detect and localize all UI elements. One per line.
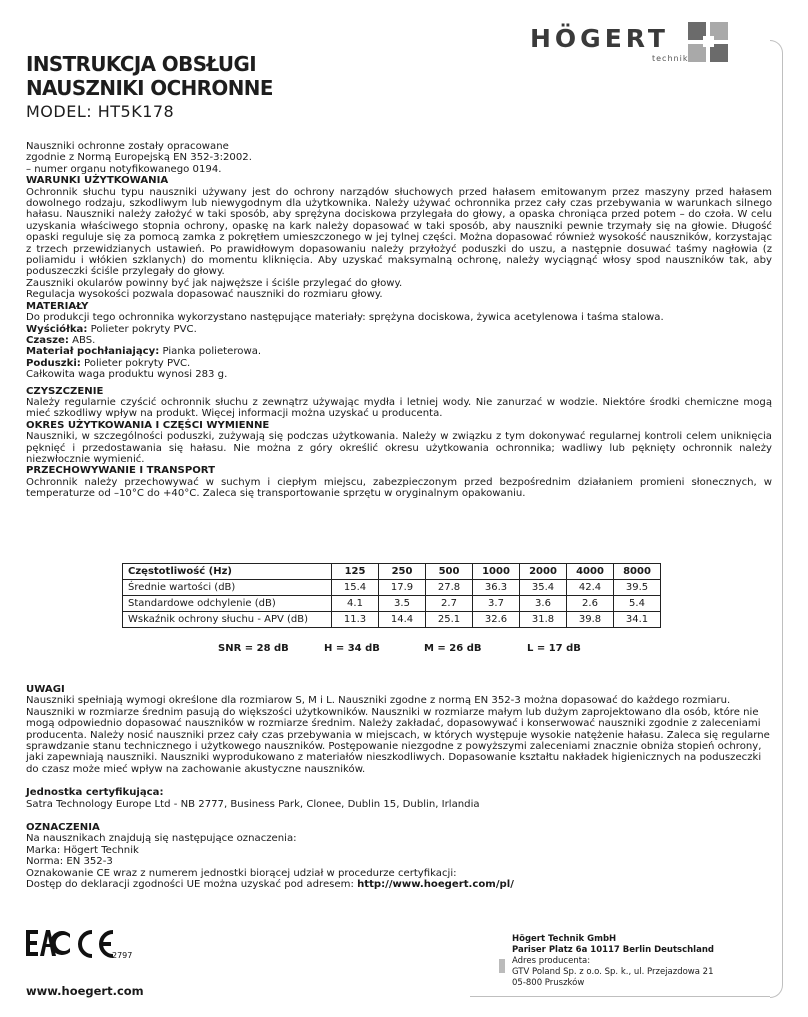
table-cell: 11.3: [332, 612, 379, 628]
material-value: ABS.: [68, 334, 96, 346]
producer-city: 05-800 Pruszków: [512, 978, 585, 988]
material-label: Wyściółka:: [26, 323, 88, 335]
material-item: [26, 346, 772, 357]
section-text-line: Zauszniki okularów powinny być jak najwęższe i ściśle przylegać do głowy.: [26, 277, 403, 289]
table-cell: 3.7: [473, 596, 520, 612]
brand-mark-icon: [686, 18, 732, 64]
material-item: [26, 335, 772, 346]
material-label: Czasze:: [26, 334, 69, 346]
table-cell: 32.6: [473, 612, 520, 628]
table-cell: Standardowe odchylenie (dB): [123, 596, 332, 612]
model-label: MODEL: HT5K178: [26, 102, 175, 121]
material-label: Materiał pochłaniający:: [26, 346, 160, 358]
section-text-przechowywanie: Ochronnik należy przechowywać w suchym i ciepłym miejscu, zabezpieczonym przed bezpośrednim działaniem promieni słonecznych, w temperaturze od –10°C do +40°C. Zaleca się transportowanie sprzętu w oryginalnym opakowaniu.: [26, 476, 772, 500]
table-cell: 2.6: [567, 596, 614, 612]
intro-line: zgodnie z Normą Europejską EN 352-3:2002.: [26, 152, 252, 164]
oznaczenia-line: Norma: EN 352-3: [26, 856, 113, 868]
title-line-1: INSTRUKCJA OBSŁUGI: [26, 52, 257, 76]
table-cell: 39.5: [614, 580, 661, 596]
attenuation-table: [122, 563, 661, 628]
website-link[interactable]: www.hoegert.com: [26, 984, 144, 998]
producer-address: GTV Poland Sp. z o.o. Sp. k., ul. Przejazdowa 21: [512, 967, 714, 977]
company-address: Pariser Platz 6a 10117 Berlin Deutschland: [512, 945, 714, 955]
table-cell: 14.4: [379, 612, 426, 628]
certification-marks: [26, 928, 146, 964]
table-cell: 15.4: [332, 580, 379, 596]
table-cell: 25.1: [426, 612, 473, 628]
section-text-uwagi: Nauszniki spełniają wymogi określone dla rozmiarow S, M i L. Nauszniki zgodne z normą EN 352-3 można dopasować do każdego rozmiaru. Nauszniki w rozmiarze średnim pasują do większości użytkowników. Nauszniki w rozmiarze małym lub dużym zaprojektowano dla osób, które nie mogą odpowiednio dopasować nauszników w rozmiarze średnim. Należy zakładać, dopasowywać i konserwować nauszniki zgodnie z zaleceniami producenta. Należy nosić nauszniki przez cały czas przebywania w miejscach, w których występuje wysokie natężenie hałasu. Zaleca się regularne sprawdzanie stanu technicznego i użytkowego nauszników. Postępowanie niezgodne z powyższymi zaleceniami znacznie obniża stopień ochrony, jaki zapewniają nauszniki. Nauszniki wyprodukowano z materiałów nieszkodliwych. Dopasowanie kształtu nakładek higienicznych na poduszeczki do czasz może mieć wpływ na zachowanie akustyczne nauszników.: [26, 695, 770, 775]
table-cell: 5.4: [614, 596, 661, 612]
table-cell: 27.8: [426, 580, 473, 596]
declaration-prefix: Dostęp do deklaracji zgodności UE można uzyskać pod adresem:: [26, 879, 358, 891]
section-heading-przechowywanie: PRZECHOWYWANIE I TRANSPORT: [26, 465, 216, 477]
intro-line: Nauszniki ochronne zostały opracowane: [26, 141, 229, 152]
document-title: [26, 52, 273, 100]
table-header-cell: Częstotliwość (Hz): [123, 564, 332, 580]
section-heading-okres: OKRES UŻYTKOWANIA I CZĘŚCI WYMIENNE: [26, 419, 270, 431]
material-weight: Całkowita waga produktu wynosi 283 g.: [26, 369, 228, 381]
table-cell: 2.7: [426, 596, 473, 612]
table-header-cell: 500: [426, 564, 473, 580]
ce-number: 2797: [112, 951, 133, 960]
address-marker: [499, 959, 505, 973]
m-rating: M = 26 dB: [424, 643, 482, 654]
table-cell: 4.1: [332, 596, 379, 612]
oznaczenia-line: Na nausznikach znajdują się następujące oznaczenia:: [26, 833, 297, 845]
intro-line: – numer organu notyfikowanego 0194.: [26, 163, 222, 175]
table-cell: Średnie wartości (dB): [123, 580, 332, 596]
table-header-cell: 1000: [473, 564, 520, 580]
section-text-materialy: Do produkcji tego ochronnika wykorzystano następujące materiały: sprężyna dociskowa, żywica acetylenowa i taśma stalowa.: [26, 312, 664, 324]
table-header-cell: 125: [332, 564, 379, 580]
table-cell: 3.5: [379, 596, 426, 612]
material-value: Polieter pokryty PVC.: [87, 323, 197, 335]
ce-mark-icon: [80, 932, 113, 956]
section-heading-oznaczenia: OZNACZENIA: [26, 822, 100, 834]
section-text-czyszczenie: Należy regularnie czyścić ochronnik słuchu z zewnątrz używając mydła i letniej wody. Nie zanurzać w wodzie. Niektóre środki chemiczne mogą mieć szkodliwy wpływ na produkt. Więcej informacji można uzyskać u producenta.: [26, 396, 772, 420]
table-cell: 3.6: [520, 596, 567, 612]
section-heading-czyszczenie: CZYSZCZENIE: [26, 385, 104, 397]
table-cell: 17.9: [379, 580, 426, 596]
table-cell: 35.4: [520, 580, 567, 596]
table-header-cell: 2000: [520, 564, 567, 580]
section-text-warunki: Ochronnik słuchu typu nauszniki używany jest do ochrony narządów słuchowych przed hałasem emitowanym przez maszyny przed hałasem dowolnego rodzaju, szkodliwym lub niewygodnym dla użytkownika. Należy używać ochronnika przez cały czas przebywania w warunkach silnego hałasu. Nauszniki należy założyć w taki sposób, aby sprężyna dociskowa przylegała do głowy, a opaska chroniąca przed potem – do czoła. W celu uzyskania właściwego stopnia ochrony, opaskę na kark należy dopasować w taki sposób, aby nauszniki pewnie trzymały się na głowie. Długość opaski reguluje się za pomocą zamka z pokrętłem umieszczonego w jej tylnej części. Można dopasować również wysokość nauszników, korzystając z trzech przewidzianych ustawień. Po prawidłowym dopasowaniu należy przyłożyć poduszki do uszu, a następnie dosuwać taśmy nagłowia (z poliamidu i włókien szklanych) do momentu kliknięcia. Aby uzyskać maksymalną ochronę, należy wyciągnąć włosy spod nauszników tak, aby poduszeczki ściśle przylegały do głowy.: [26, 186, 772, 278]
table-row: [123, 580, 661, 596]
material-value: Pianka polieterowa.: [159, 346, 262, 358]
material-item: [26, 358, 772, 369]
material-label: Poduszki:: [26, 357, 81, 369]
table-header-cell: 250: [379, 564, 426, 580]
brand-logo: [526, 12, 756, 62]
section-heading-materialy: MATERIAŁY: [26, 300, 89, 312]
notes-content: [26, 684, 772, 891]
table-cell: 31.8: [520, 612, 567, 628]
brand-name: HÖGERT: [530, 24, 669, 53]
material-item: [26, 324, 772, 335]
material-value: Polieter pokryty PVC.: [80, 357, 191, 369]
declaration-link[interactable]: http://www.hoegert.com/pl/: [357, 879, 514, 891]
brand-sub: technik: [652, 54, 689, 63]
table-row: [123, 612, 661, 628]
title-line-2: NAUSZNIKI OCHRONNE: [26, 76, 273, 100]
producer-label: Adres producenta:: [512, 956, 591, 966]
table-cell: 34.1: [614, 612, 661, 628]
section-heading-warunki: WARUNKI UŻYTKOWANIA: [26, 175, 169, 187]
table-cell: 36.3: [473, 580, 520, 596]
table-header-row: [123, 564, 661, 580]
section-text-line: Regulacja wysokości pozwala dopasować nauszniki do rozmiaru głowy.: [26, 289, 383, 301]
oznaczenia-line: Oznakowanie CE wraz z numerem jednostki biorącej udział w procedurze certyfikacji:: [26, 867, 457, 879]
section-heading-uwagi: UWAGI: [26, 684, 65, 695]
l-rating: L = 17 dB: [527, 643, 581, 654]
table-header-cell: 8000: [614, 564, 661, 580]
section-text-okres: Nauszniki, w szczególności poduszki, zużywają się podczas użytkowania. Należy w związku z tym dokonywać regularnej kontroli celem uniknięcia pęknięć i przedostawania się hałasu. Nie można z góry określić okresu użytkowania ochronnika; wadliwy lub pęknięty ochronnik należy niezwłocznie wymienić.: [26, 431, 772, 465]
table-cell: 42.4: [567, 580, 614, 596]
h-rating: H = 34 dB: [324, 643, 380, 654]
eac-icon: [26, 930, 70, 956]
table-cell: Wskaźnik ochrony słuchu - APV (dB): [123, 612, 332, 628]
declaration-line: [26, 879, 772, 890]
table-row: [123, 596, 661, 612]
main-content: [26, 141, 772, 500]
company-info: [512, 934, 714, 989]
section-heading-jednostka: Jednostka certyfikująca:: [26, 787, 164, 799]
table-header-cell: 4000: [567, 564, 614, 580]
company-name: Högert Technik GmbH: [512, 934, 617, 944]
table-cell: 39.8: [567, 612, 614, 628]
snr-rating: SNR = 28 dB: [218, 643, 289, 654]
page-frame-bottom: [470, 996, 770, 997]
section-text-jednostka: Satra Technology Europe Ltd - NB 2777, Business Park, Clonee, Dublin 15, Dublin, Irlandia: [26, 798, 480, 810]
oznaczenia-line: Marka: Högert Technik: [26, 844, 139, 856]
